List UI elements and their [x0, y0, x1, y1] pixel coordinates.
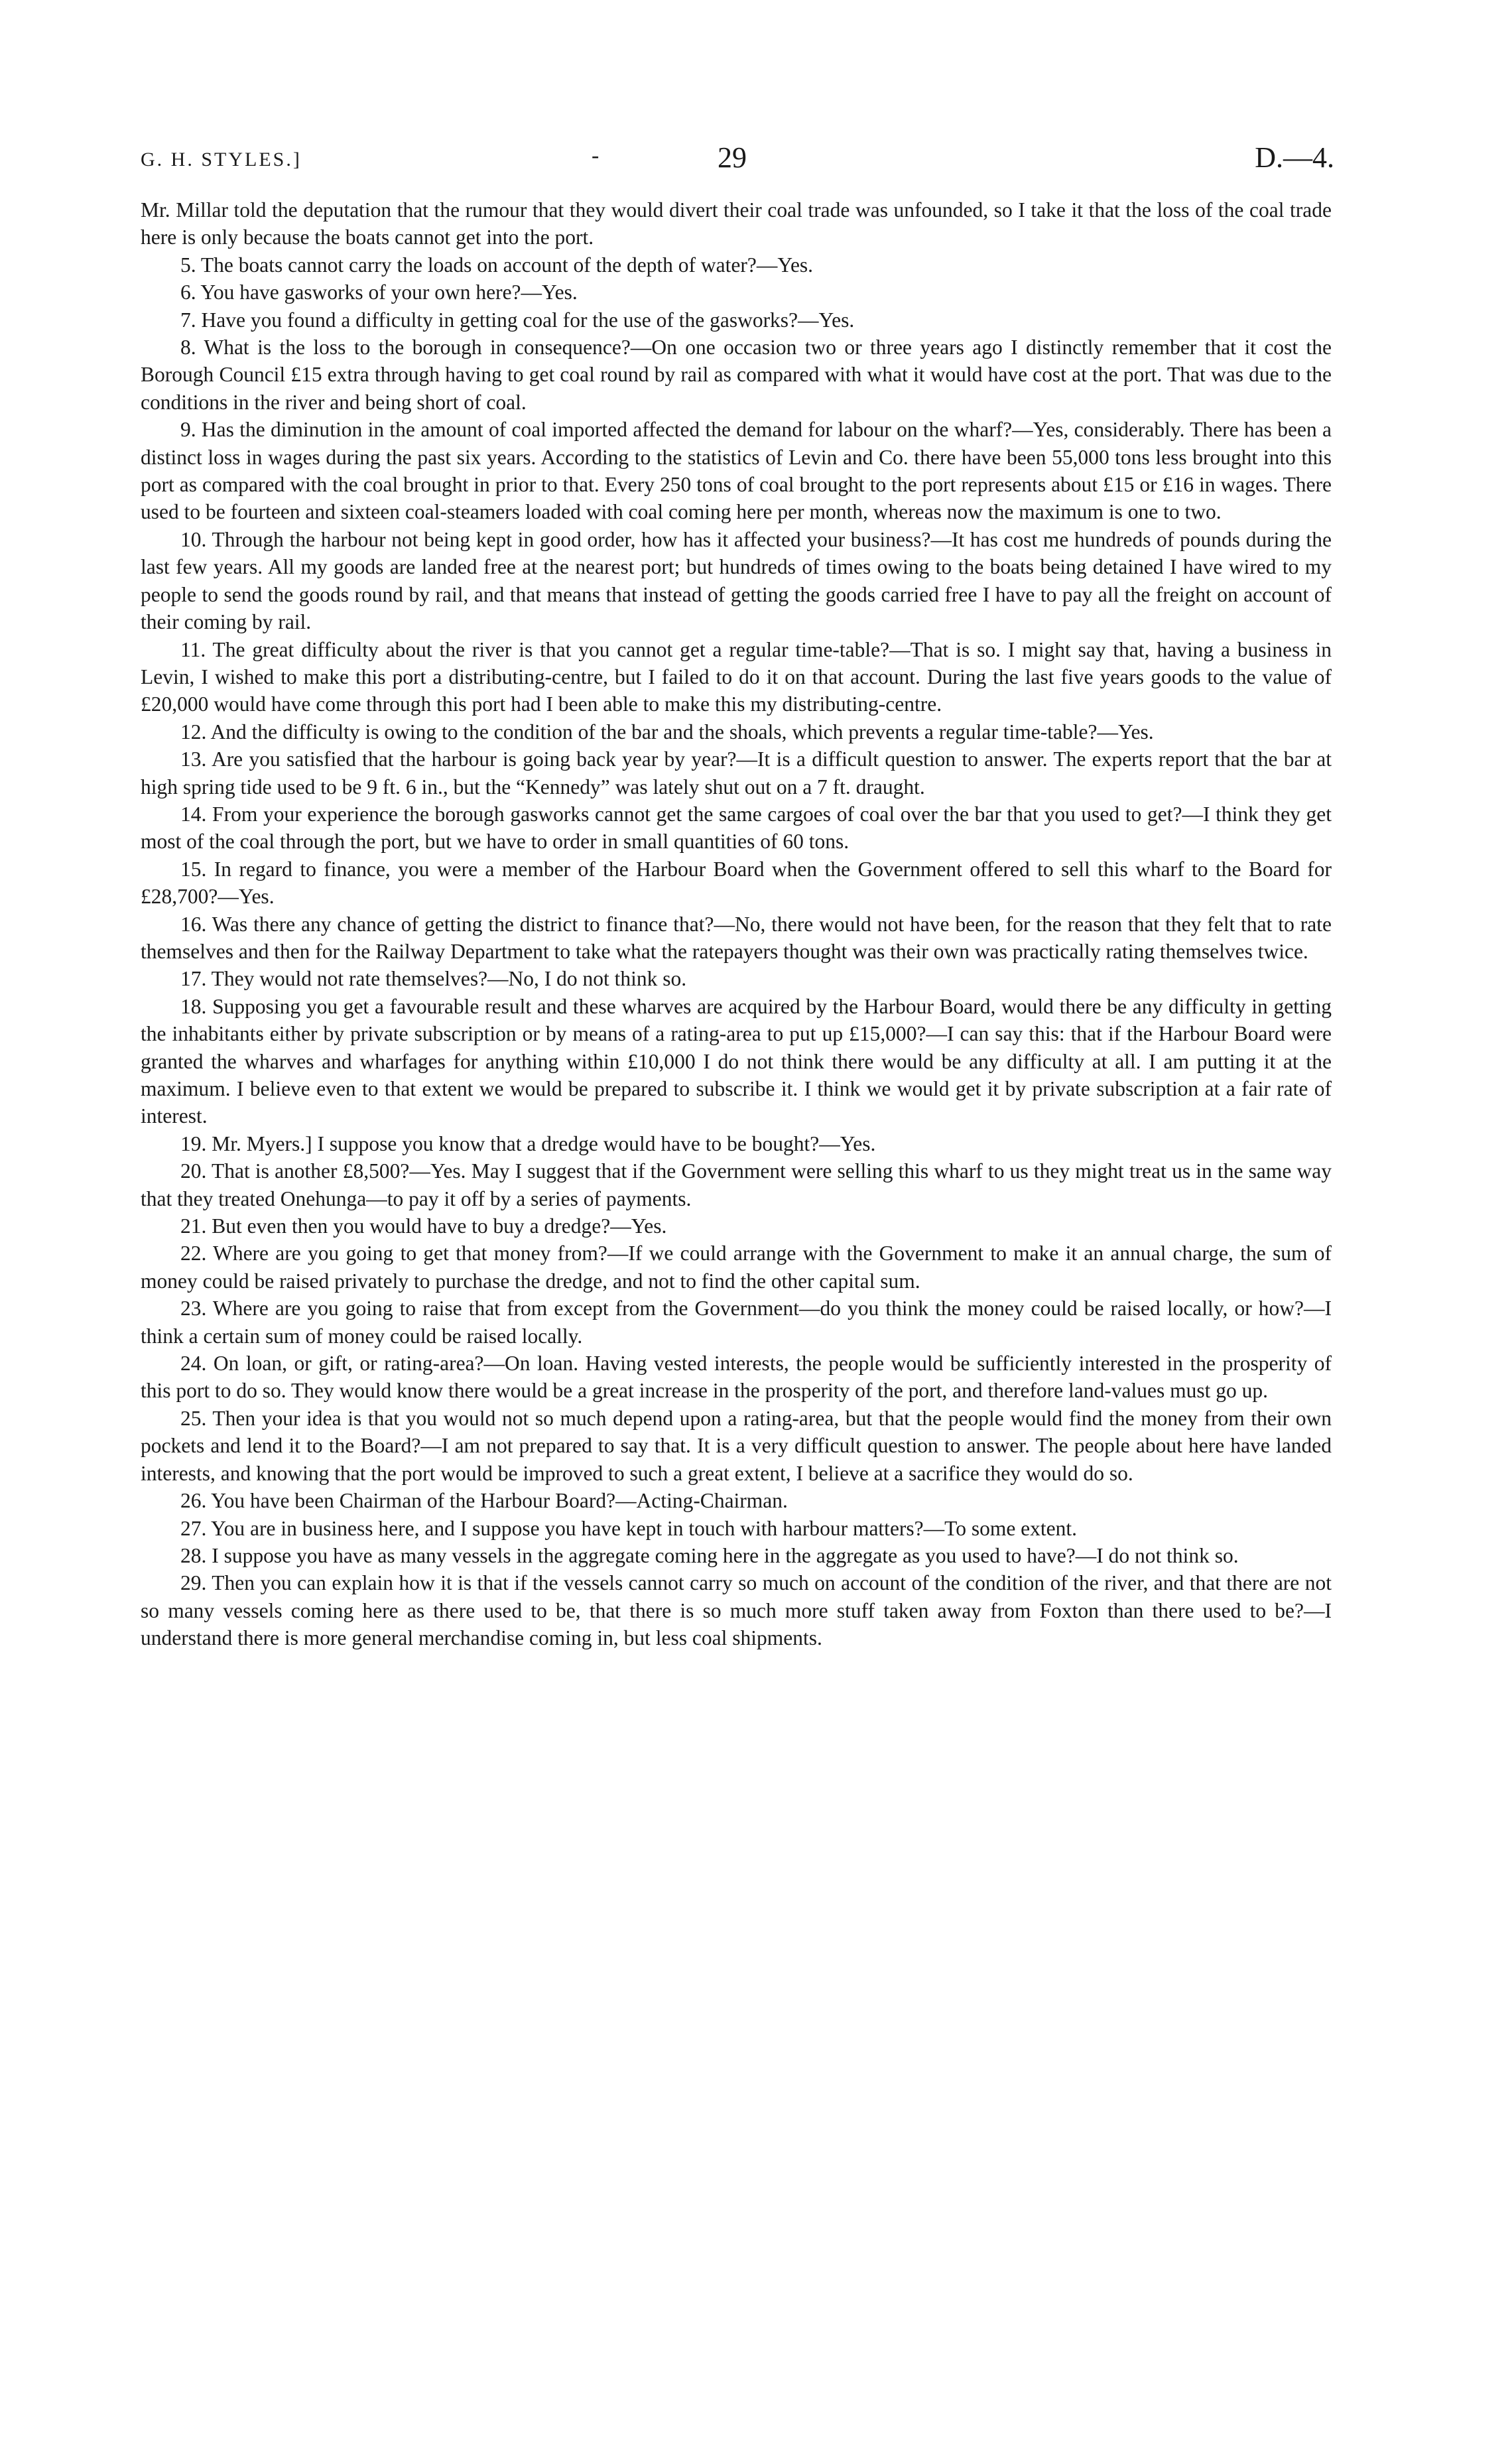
question-26: 26. You have been Chairman of the Harbour Board?—Acting-Chairman. — [180, 1489, 788, 1513]
document-reference: D.—4. — [1255, 141, 1334, 174]
question-8: 8. What is the loss to the borough in consequence?—On one occasion two or three years ago I distinctly remember that it cost the Borough Council £15 extra through having to get coal round by rail as compared with what it would have cost at the port. That was due to the conditions in the river and being short of coal. — [141, 336, 1332, 414]
question-13: 13. Are you satisfied that the harbour is going back year by year?—It is a difficult question to answer. The experts report that the bar at high spring tide used to be 9 ft. 6 in., but the “Kennedy” was lately shut out on a 7 ft. draught. — [141, 747, 1332, 799]
question-7: 7. Have you found a difficulty in getting coal for the use of the gasworks?—Yes. — [180, 308, 855, 332]
question-19: 19. Mr. Myers.] I suppose you know that a dredge would have to be bought?—Yes. — [180, 1131, 876, 1155]
question-18: 18. Supposing you get a favourable result and these wharves are acquired by the Harbour Board, would there be any difficulty in getting the inhabitants either by private subscription or by means of a rating-area to put up £15,000?—I can say this: that if the Harbour Board were granted the wharves and wharfages for anything within £10,000 I do not think there would be any difficulty at all. I am putting it at the maximum. I believe even to that extent we would be prepared to subscribe it. I think we would get it by private subscription at a fair rate of interest. — [141, 994, 1332, 1128]
header-dash: - — [592, 143, 599, 168]
question-5: 5. The boats cannot carry the loads on account of the depth of water?—Yes. — [180, 253, 814, 277]
question-12: 12. And the difficulty is owing to the condition of the bar and the shoals, which prevents a regular time-table?—Yes. — [180, 720, 1154, 743]
evidence-text — [141, 196, 1332, 1652]
question-11: 11. The great difficulty about the river is that you cannot get a regular time-table?—That is so. I might say that, having a business in Levin, I wished to make this port a distributing-centre, but I failed to do it on that account. During the last five years goods to the value of £20,000 would have come through this port had I been able to make this my distributing-centre. — [141, 637, 1332, 716]
question-20: 20. That is another £8,500?—Yes. May I suggest that if the Government were selling this wharf to us they might treat us in the same way that they treated Onehunga—to pay it off by a series of payments. — [141, 1159, 1332, 1210]
question-23: 23. Where are you going to raise that from except from the Government—do you think the money could be raised locally, or how?—I think a certain sum of money could be raised locally. — [141, 1297, 1332, 1348]
question-6: 6. You have gasworks of your own here?—Yes. — [180, 281, 578, 304]
question-29: 29. Then you can explain how it is that if the vessels cannot carry so much on account of the condition of the river, and that there are not so many vessels coming here as there used to be, that there is so much more stuff taken away from Foxton than there used to be?—I understand there is more general merchandise coming in, but less coal shipments. — [141, 1571, 1332, 1650]
question-9: 9. Has the diminution in the amount of coal imported affected the demand for labour on the wharf?—Yes, considerably. There has been a distinct loss in wages during the past six years. According to the statistics of Levin and Co. there have been 55,000 tons less brought into this port as compared with the coal brought in prior to that. Every 250 tons of coal brought to the port represents about £15 or £16 in wages. There used to be fourteen and sixteen coal-steamers loaded with coal coming here per month, whereas now the maximum is one to two. — [141, 418, 1332, 524]
question-27: 27. You are in business here, and I suppose you have kept in touch with harbour matters?—To some extent. — [180, 1516, 1078, 1540]
witness-name: G. H. STYLES.] — [141, 149, 302, 170]
question-21: 21. But even then you would have to buy a dredge?—Yes. — [180, 1214, 667, 1238]
paragraph-continuation: Mr. Millar told the deputation that the rumour that they would divert their coal trade was unfounded, so I take it that the loss of the coal trade here is only because the boats cannot get into the port. — [141, 198, 1332, 249]
question-28: 28. I suppose you have as many vessels in the aggregate coming here in the aggregate as you used to have?—I do not think so. — [180, 1543, 1239, 1567]
question-24: 24. On loan, or gift, or rating-area?—On loan. Having vested interests, the people would be sufficiently interested in the prosperity of this port to do so. They would know there would be a great increase in the prosperity of the port, and therefore land-values must go up. — [141, 1352, 1332, 1403]
page-number: 29 — [718, 141, 747, 174]
page-header — [141, 141, 1334, 174]
question-14: 14. From your experience the borough gasworks cannot get the same cargoes of coal over the bar that you used to get?—I think they get most of the coal through the port, but we have to order in small quantities of 60 tons. — [141, 802, 1332, 854]
question-25: 25. Then your idea is that you would not so much depend upon a rating-area, but that the people would find the money from their own pockets and lend it to the Board?—I am not prepared to say that. It is a very difficult question to answer. The people about here have landed interests, and knowing that the port would be improved to such a great extent, I believe at a sacrifice they would do so. — [141, 1406, 1332, 1485]
question-16: 16. Was there any chance of getting the district to finance that?—No, there would not have been, for the reason that they felt that to rate themselves and then for the Railway Department to take what the ratepayers thought was their own was practically rating themselves twice. — [141, 912, 1332, 963]
question-17: 17. They would not rate themselves?—No, I do not think so. — [180, 967, 687, 991]
question-15: 15. In regard to finance, you were a member of the Harbour Board when the Government offered to sell this wharf to the Board for £28,700?—Yes. — [141, 857, 1332, 909]
question-22: 22. Where are you going to get that money from?—If we could arrange with the Government to make it an annual charge, the sum of money could be raised privately to purchase the dredge, and not to find the other capital sum. — [141, 1242, 1332, 1293]
question-10: 10. Through the harbour not being kept in good order, how has it affected your business?—It has cost me hundreds of pounds during the last few years. All my goods are landed free at the nearest port; but hundreds of times owing to the boats being detained I have wired to my people to send the goods round by rail, and that means that instead of getting the goods carried free I have to pay all the freight on account of their coming by rail. — [141, 527, 1332, 634]
